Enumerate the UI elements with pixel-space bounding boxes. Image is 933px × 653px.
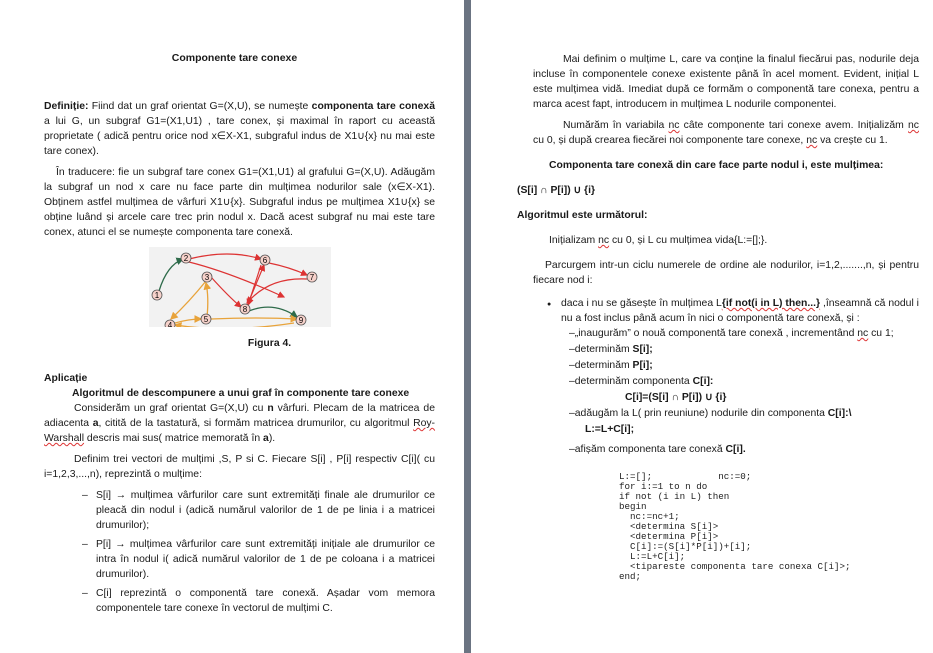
component-heading: Componenta tare conexă din care face parte nodul i, este mulțimea: (549, 160, 884, 171)
edge-3-8 (211, 277, 241, 307)
step-s: –determinăm S[i]; (569, 344, 653, 355)
list-item: – P[i] → mulțimea vârfurilor care sunt extremități inițiale ale drumurilor ce intra în nodul i( adică numărul valorilor de 1 de pe coloana i a matricei drumurilor). (96, 537, 435, 582)
algorithm-heading: Algoritmul este următorul: (517, 210, 648, 221)
graph-node-label-8: 8 (242, 305, 248, 314)
edge-1-2 (159, 259, 183, 291)
definition-paragraph: Definiție: Fiind dat un graf orientat G=(X,U), se numește componenta tare conexă a lui G, un subgraf G1=(X1,U1) , tare conex, și maximal în raport cu această proprietate ( adică pentru orice nod x∈X-X1, subgraful indus de X1∪{x} nu mai este tare conex). (44, 101, 435, 157)
edge-8-9 (249, 307, 297, 317)
loop-paragraph: Parcurgem intr-un ciclu numerele de ordine ale nodurilor, i=1,2,.......,n, și pentru fiecare nod i: (533, 260, 919, 286)
step-print: –afișăm componenta tare conexă C[i]. (569, 444, 746, 455)
l-formula: L:=L+C[i]; (585, 424, 635, 435)
page-gap (464, 0, 471, 653)
document-page-left (0, 0, 464, 653)
graph-node-label-3: 3 (204, 273, 210, 282)
figure-caption: Figura 4. (247, 338, 292, 349)
document-page-right (471, 0, 933, 653)
graph-node-label-4: 4 (167, 321, 173, 327)
edge-4-5 (175, 319, 201, 323)
application-heading: Aplicație (44, 373, 88, 384)
graph-figure (149, 247, 331, 327)
application-subheading: Algoritmul de descompunere a unui graf în componente tare conexe (72, 388, 410, 399)
application-paragraph-1: Considerăm un graf orientat G=(X,U) cu n vârfuri. Plecam de la matricea de adiacenta a, citită de la tastatură, si formăm matricea drumurilor, cu algoritmul Roy-Warshall descris mai sus( matrice memorată în a). (44, 403, 436, 444)
graph-node-label-7: 7 (309, 273, 315, 282)
graph-node-label-5: 5 (203, 315, 209, 324)
algorithm-steps (533, 296, 919, 326)
graph-node-label-9: 9 (298, 316, 304, 325)
edge-3-4 (171, 281, 206, 319)
step-p: –determinăm P[i]; (569, 360, 653, 371)
pseudocode-block: L:=[]; nc:=0; for i:=1 to n do if not (i in L) then begin nc:=nc+1; <determina S[i]> <determina P[i]> C[i]:=(S[i]*P[i])+[i]; L:=L+C[i]; <tipareste componenta tare conexa C[i]>; end; (619, 471, 851, 582)
edge-6-7 (269, 263, 307, 275)
set-l-paragraph: Mai definim o mulțime L, care va conține la finalul fiecărui pas, nodurile deja incluse în componentele conexe existente până în acel moment. Evident, inițial L este mulțimea vidă. Imediat după ce formăm o componentă tare conexa, pentru a marca acest fapt, introducem in mulțimea L nodurile componentei. (533, 54, 919, 110)
step-l: –adăugăm la L( prin reuniune) nodurile din componenta C[i]:\ (569, 408, 852, 419)
graph-svg (149, 247, 331, 327)
list-item: – C[i] reprezintă o componentă tare conexă. Așadar vom memora componentele tare conexe în vectorul de mulțimi C. (96, 586, 435, 616)
page-title: Componente tare conexe (171, 52, 298, 64)
step-inaugurate: –„inaugurăm” o nouă componentă tare conexă , incrementând nc cu 1; (569, 328, 894, 339)
edge-6-8b (248, 265, 261, 305)
edge-5-3 (206, 283, 208, 317)
graph-node-label-2: 2 (183, 254, 189, 263)
init-paragraph: Inițializam nc cu 0, și L cu mulțimea vida{L:=[];}. (549, 235, 768, 246)
translation-paragraph: În traducere: fie un subgraf tare conex G1=(X1,U1) al grafului G=(X,U). Adăugăm la subgraf un nod x care nu face parte din mulțimea nodurilor sale (x∈X-X1). Obținem astfel mulțimea de vârfuri X1∪{x}. Subgraful indus pe mulțimea X1∪{x} se obține luând și arcele care trec prin nodul x. Dacă acest subgraf nu mai este tare conex, atunci el se numește componenta tare conexă. (44, 167, 435, 238)
list-item: – S[i] → mulțimea vârfurilor care sunt extremități finale ale drumurilor ce pleacă din nodul i (adică numărul valorilor de 1 de pe linia i a matricei drumurilor); (96, 488, 435, 533)
graph-node-label-1: 1 (154, 291, 160, 300)
edge-5-9 (211, 318, 297, 319)
graph-node-label-6: 6 (262, 256, 268, 265)
edge-2-6 (189, 254, 261, 259)
step-c: –determinăm componenta C[i]: (569, 376, 714, 387)
c-formula: C[i]=(S[i] ∩ P[i]) ∪ {i} (625, 392, 727, 403)
vector-definitions-list (44, 488, 435, 616)
component-formula: (S[i] ∩ P[i]) ∪ {i} (517, 185, 596, 196)
edge-9-4 (175, 323, 294, 327)
list-item: ● daca i nu se găsește în mulțimea L{if not(i in L) then...} ,înseamnă că nodul i nu a fost inclus până acum în nici o componentă tare conexă, și : (561, 296, 919, 326)
application-paragraph-2: Definim trei vectori de mulțimi ,S, P si C. Fiecare S[i] , P[i] respectiv C[i]( cu i=1,2,3,...,n), reprezintă o mulțime: (44, 454, 435, 480)
nc-paragraph: Numărăm în variabila nc câte componente tari conexe avem. Inițializăm nc cu 0, și după crearea fiecărei noi componente tare conexe, nc va crește cu 1. (533, 120, 919, 146)
